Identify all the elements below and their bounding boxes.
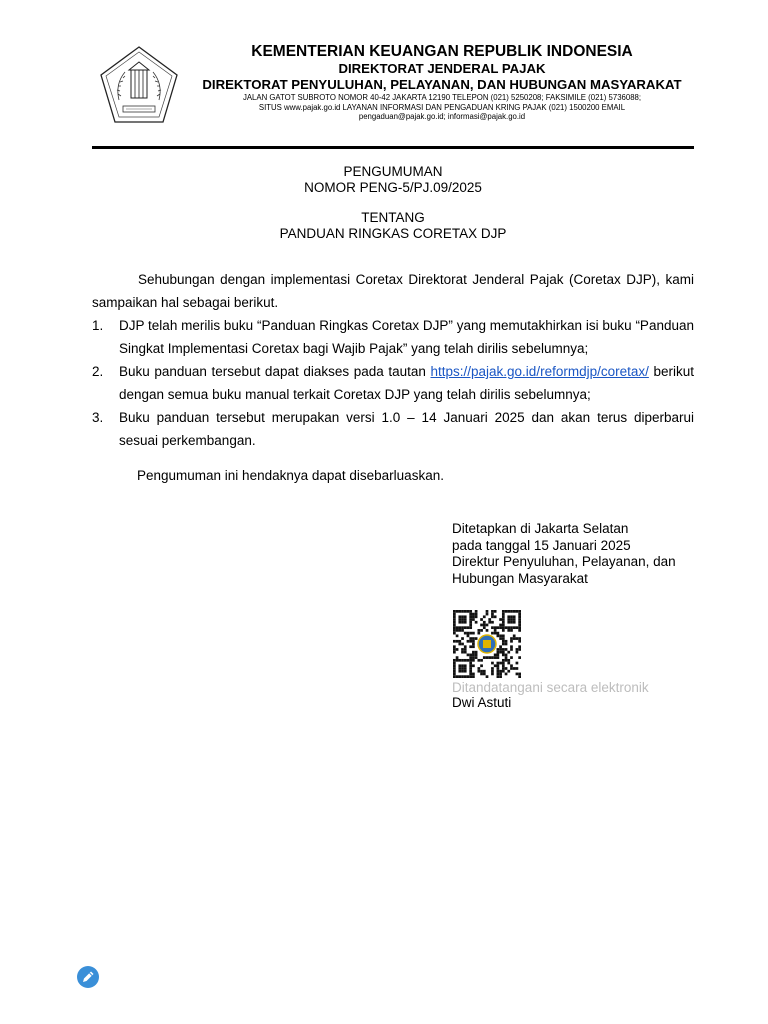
signature-block — [452, 521, 712, 587]
ministry-name: KEMENTERIAN KEUANGAN REPUBLIK INDONESIA — [251, 43, 633, 60]
list-item — [92, 406, 694, 452]
item-number: 3. — [92, 410, 104, 425]
about-label: TENTANG — [361, 210, 425, 225]
item-text: DJP telah merilis buku “Panduan Ringkas Coretax DJP” yang memutakhirkan isi buku “Panduan Singkat Implementasi Coretax bagi Wajib Pajak” yang telah dirilis sebelumnya; — [119, 318, 694, 356]
directorate-name: DIREKTORAT PENYULUHAN, PELAYANAN, DAN HUBUNGAN MASYARAKAT — [202, 76, 682, 92]
ministry-emblem-icon — [97, 44, 181, 126]
letterhead — [200, 42, 684, 122]
edit-badge-icon[interactable] — [76, 965, 100, 989]
list-item — [92, 360, 694, 406]
closing-sentence: Pengumuman ini hendaknya dapat disebarluaskan. — [137, 468, 444, 483]
address-line-3: pengaduan@pajak.go.id; informasi@pajak.go.id — [358, 112, 526, 122]
item-number: 2. — [92, 364, 104, 379]
signing-place: Ditetapkan di Jakarta Selatan — [452, 521, 629, 536]
announcement-label: PENGUMUMAN — [343, 164, 443, 179]
announcement-body — [92, 268, 694, 452]
intro-paragraph: Sehubungan dengan implementasi Coretax Direktorat Jenderal Pajak (Coretax DJP), kami sampaikan hal sebagai berikut. — [92, 272, 694, 310]
address-line-1: JALAN GATOT SUBROTO NOMOR 40-42 JAKARTA 12190 TELEPON (021) 5250208; FAKSIMILE (021) 5736088; — [242, 93, 642, 102]
item-text: Buku panduan tersebut merupakan versi 1.0 – 14 Januari 2025 dan akan terus diperbarui sesuai perkembangan. — [119, 410, 694, 448]
signer-position-line-1: Direktur Penyuluhan, Pelayanan, dan — [452, 554, 676, 569]
announcement-items — [92, 314, 694, 452]
list-item — [92, 314, 694, 360]
announcement-subject-block — [92, 210, 694, 242]
announcement-subject: PANDUAN RINGKAS CORETAX DJP — [279, 226, 507, 241]
signer-name: Dwi Astuti — [452, 695, 512, 710]
item-text-after-link: berikut dengan semua buku manual terkait Coretax DJP yang telah dirilis sebelumnya; — [119, 364, 695, 402]
item-text-before-link: Buku panduan tersebut dapat diakses pada tautan — [119, 364, 431, 379]
letterhead-divider — [92, 146, 694, 149]
signature-qr-code-icon — [452, 610, 522, 678]
directorate-general-name: DIREKTORAT JENDERAL PAJAK — [338, 61, 546, 76]
announcement-heading — [92, 164, 694, 196]
announcement-number: NOMOR PENG-5/PJ.09/2025 — [304, 180, 482, 195]
signed-electronically-note: Ditandatangani secara elektronik — [452, 680, 649, 695]
address-line-2: SITUS www.pajak.go.id LAYANAN INFORMASI DAN PENGADUAN KRING PAJAK (021) 1500200 EMAIL — [258, 102, 626, 112]
coretax-link[interactable]: https://pajak.go.id/reformdjp/coretax/ — [430, 364, 649, 379]
signing-date: pada tanggal 15 Januari 2025 — [452, 537, 631, 553]
signer-position-line-2: Hubungan Masyarakat — [452, 570, 588, 586]
item-number: 1. — [92, 318, 104, 333]
